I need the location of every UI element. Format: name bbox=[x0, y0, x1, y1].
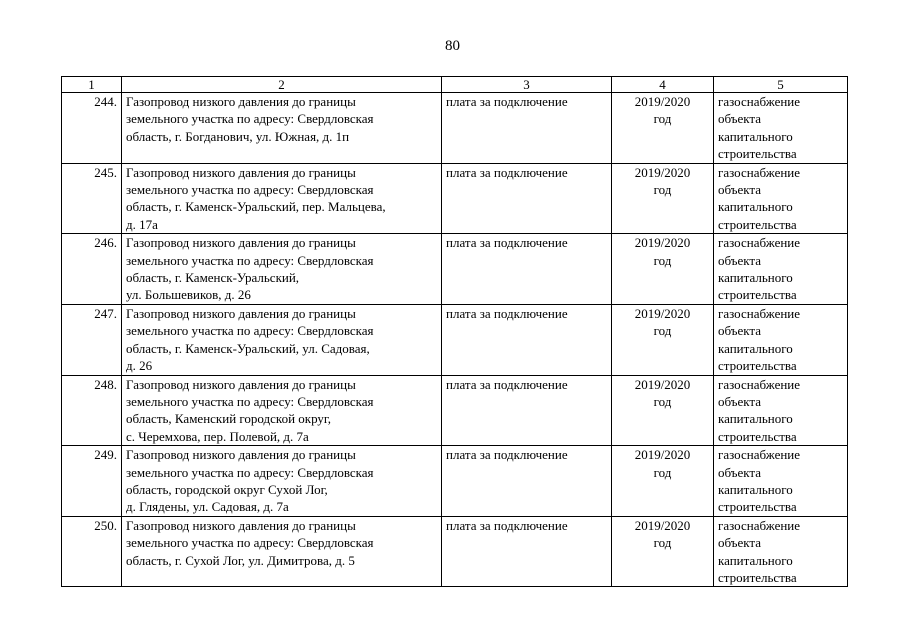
purpose-line: строительства bbox=[718, 287, 797, 303]
purpose-line: объекта bbox=[718, 535, 762, 551]
purpose-line: капитального bbox=[718, 552, 793, 568]
period-line: год bbox=[653, 535, 672, 551]
description-line: Газопровод низкого давления до границы bbox=[126, 305, 356, 321]
description-line: область, Каменский городской округ, bbox=[126, 411, 332, 427]
row-number: 245. bbox=[62, 163, 122, 234]
purpose bbox=[714, 163, 848, 234]
period-line: 2019/2020 bbox=[634, 235, 691, 251]
column-header: 2 bbox=[122, 77, 442, 93]
payment-type: плата за подключение bbox=[442, 375, 612, 446]
object-description bbox=[122, 93, 442, 164]
column-header: 1 bbox=[62, 77, 122, 93]
table-row bbox=[62, 375, 848, 446]
period-line: 2019/2020 bbox=[634, 447, 691, 463]
purpose-line: газоснабжение bbox=[718, 164, 801, 180]
description-line: область, г. Сухой Лог, ул. Димитрова, д. 5 bbox=[126, 552, 355, 568]
purpose-line: объекта bbox=[718, 252, 762, 268]
description-line: Газопровод низкого давления до границы bbox=[126, 94, 356, 109]
description-line: Газопровод низкого давления до границы bbox=[126, 235, 356, 251]
period bbox=[612, 93, 714, 164]
period-line: 2019/2020 bbox=[634, 164, 691, 180]
description-line: земельного участка по адресу: Свердловская bbox=[126, 182, 374, 198]
period bbox=[612, 516, 714, 587]
row-number: 250. bbox=[62, 516, 122, 587]
description-line: область, г. Каменск-Уральский, пер. Мальцева, bbox=[126, 199, 386, 215]
period-line: год bbox=[653, 393, 672, 409]
period-line: год bbox=[653, 252, 672, 268]
description-line: Газопровод низкого давления до границы bbox=[126, 164, 356, 180]
period-line: 2019/2020 bbox=[634, 94, 691, 109]
purpose-line: строительства bbox=[718, 358, 797, 374]
purpose-line: газоснабжение bbox=[718, 376, 801, 392]
period bbox=[612, 234, 714, 305]
column-header: 3 bbox=[442, 77, 612, 93]
purpose-line: строительства bbox=[718, 216, 797, 232]
purpose-line: газоснабжение bbox=[718, 305, 801, 321]
description-line: д. 26 bbox=[126, 358, 153, 374]
table-row bbox=[62, 93, 848, 164]
description-line: д. 17а bbox=[126, 216, 158, 232]
column-header: 5 bbox=[714, 77, 848, 93]
table-row bbox=[62, 234, 848, 305]
description-line: земельного участка по адресу: Свердловская bbox=[126, 464, 374, 480]
description-line: д. Глядены, ул. Садовая, д. 7а bbox=[126, 499, 289, 515]
object-description bbox=[122, 375, 442, 446]
description-line: земельного участка по адресу: Свердловская bbox=[126, 393, 374, 409]
data-table bbox=[61, 76, 848, 587]
description-line: область, городской округ Сухой Лог, bbox=[126, 481, 328, 497]
purpose-line: объекта bbox=[718, 182, 762, 198]
object-description bbox=[122, 516, 442, 587]
description-line: с. Черемхова, пер. Полевой, д. 7а bbox=[126, 428, 309, 444]
payment-type: плата за подключение bbox=[442, 163, 612, 234]
description-line: область, г. Каменск-Уральский, bbox=[126, 270, 300, 286]
purpose-line: строительства bbox=[718, 499, 797, 515]
purpose-line: газоснабжение bbox=[718, 517, 801, 533]
description-line: Газопровод низкого давления до границы bbox=[126, 517, 356, 533]
period-line: 2019/2020 bbox=[634, 305, 691, 321]
row-number: 247. bbox=[62, 304, 122, 375]
period bbox=[612, 304, 714, 375]
column-header: 4 bbox=[612, 77, 714, 93]
payment-type: плата за подключение bbox=[442, 93, 612, 164]
purpose-line: объекта bbox=[718, 464, 762, 480]
object-description bbox=[122, 446, 442, 517]
purpose bbox=[714, 234, 848, 305]
period-line: год bbox=[653, 464, 672, 480]
row-number: 244. bbox=[62, 93, 122, 164]
header-row bbox=[62, 77, 848, 93]
table-row bbox=[62, 304, 848, 375]
period bbox=[612, 446, 714, 517]
payment-type: плата за подключение bbox=[442, 234, 612, 305]
period-line: 2019/2020 bbox=[634, 376, 691, 392]
payment-type: плата за подключение bbox=[442, 516, 612, 587]
description-line: Газопровод низкого давления до границы bbox=[126, 376, 356, 392]
row-number: 246. bbox=[62, 234, 122, 305]
purpose-line: объекта bbox=[718, 393, 762, 409]
period-line: год bbox=[653, 182, 672, 198]
purpose-line: газоснабжение bbox=[718, 447, 801, 463]
purpose-line: газоснабжение bbox=[718, 94, 801, 109]
description-line: область, г. Каменск-Уральский, ул. Садовая, bbox=[126, 340, 370, 356]
period bbox=[612, 163, 714, 234]
payment-type: плата за подключение bbox=[442, 304, 612, 375]
description-line: ул. Большевиков, д. 26 bbox=[126, 287, 251, 303]
description-line: земельного участка по адресу: Свердловская bbox=[126, 252, 374, 268]
purpose bbox=[714, 304, 848, 375]
purpose-line: капитального bbox=[718, 199, 793, 215]
row-number: 248. bbox=[62, 375, 122, 446]
table-body bbox=[62, 93, 848, 587]
period bbox=[612, 375, 714, 446]
purpose-line: газоснабжение bbox=[718, 235, 801, 251]
period-line: год bbox=[653, 323, 672, 339]
purpose bbox=[714, 516, 848, 587]
purpose-line: строительства bbox=[718, 569, 797, 585]
description-line: земельного участка по адресу: Свердловская bbox=[126, 323, 374, 339]
object-description bbox=[122, 234, 442, 305]
object-description bbox=[122, 163, 442, 234]
purpose bbox=[714, 93, 848, 164]
page-number: 80 bbox=[445, 38, 460, 54]
table-row bbox=[62, 516, 848, 587]
purpose-line: капитального bbox=[718, 411, 793, 427]
purpose bbox=[714, 446, 848, 517]
payment-type: плата за подключение bbox=[442, 446, 612, 517]
description-line: Газопровод низкого давления до границы bbox=[126, 447, 356, 463]
object-description bbox=[122, 304, 442, 375]
purpose-line: капитального bbox=[718, 128, 793, 144]
purpose-line: капитального bbox=[718, 340, 793, 356]
purpose-line: капитального bbox=[718, 270, 793, 286]
purpose-line: капитального bbox=[718, 481, 793, 497]
table-row bbox=[62, 446, 848, 517]
purpose-line: строительства bbox=[718, 428, 797, 444]
description-line: область, г. Богданович, ул. Южная, д. 1п bbox=[126, 128, 350, 144]
table-row bbox=[62, 163, 848, 234]
period-line: год bbox=[653, 111, 672, 127]
purpose-line: строительства bbox=[718, 146, 797, 162]
purpose-line: объекта bbox=[718, 111, 762, 127]
period-line: 2019/2020 bbox=[634, 517, 691, 533]
description-line: земельного участка по адресу: Свердловская bbox=[126, 111, 374, 127]
purpose-line: объекта bbox=[718, 323, 762, 339]
description-line: земельного участка по адресу: Свердловская bbox=[126, 535, 374, 551]
row-number: 249. bbox=[62, 446, 122, 517]
purpose bbox=[714, 375, 848, 446]
